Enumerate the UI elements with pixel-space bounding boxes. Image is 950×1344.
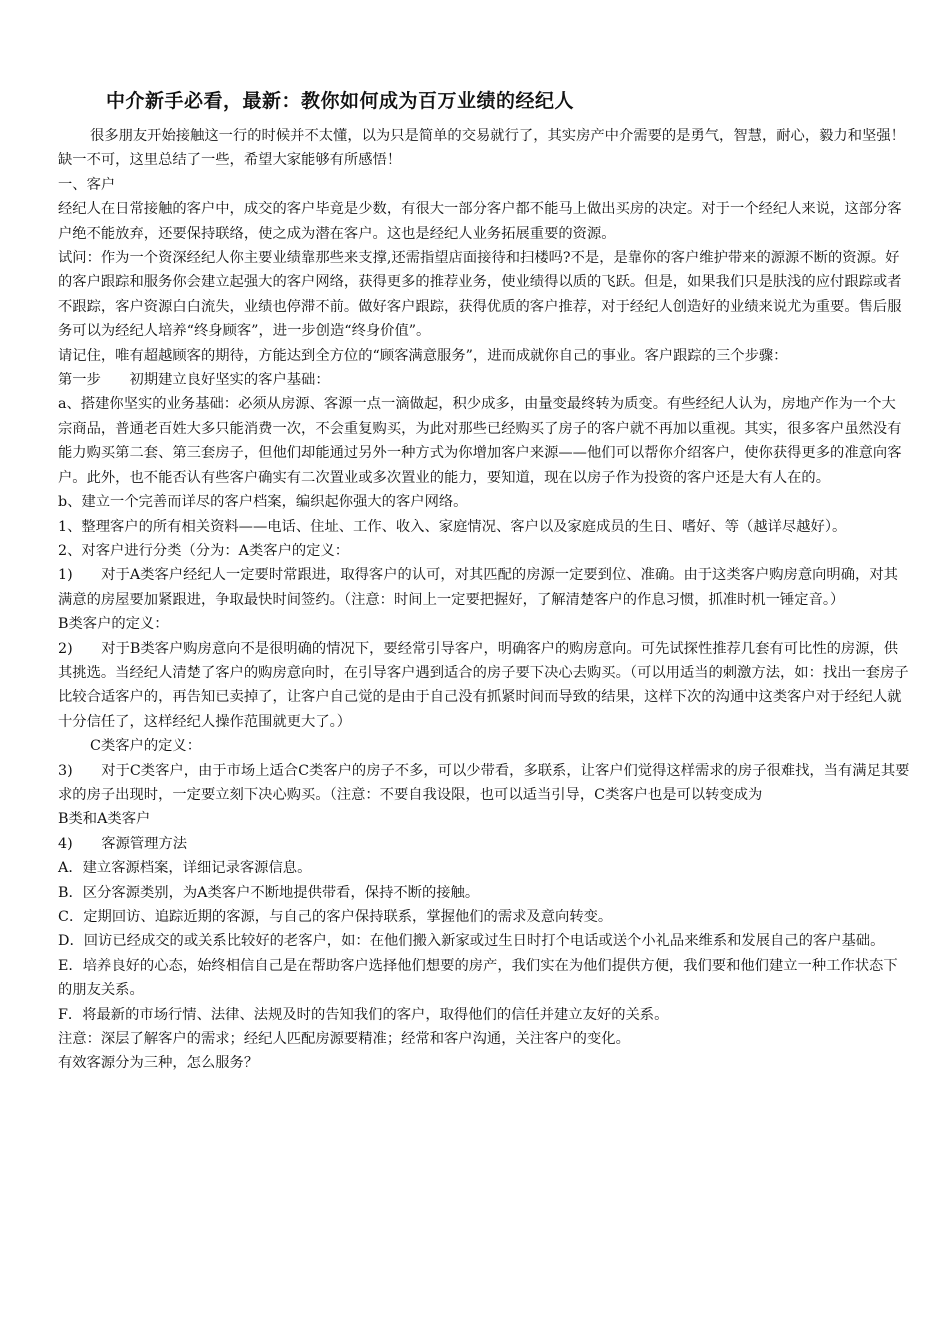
- paragraph: a、搭建你坚实的业务基础：必须从房源、客源一点一滴做起，积少成多，由量变最终转为质变。有些经纪人认为，房地产作为一个大宗商品，普通老百姓大多只能消费一次，不会重复购买，为此对那些已经购买了房子的客户就不再加以重视。其实，很多客户虽然没有能力购买第二套、第三套房子，但他们却能通过另外一种方式为你增加客户来源——他们可以帮你介绍客户，使你获得更多的准意向客户。此外，也不能否认有些客户确实有二次置业或多次置业的能力，要知道，现在以房子作为投资的客户还是大有人在的。: [58, 396, 902, 486]
- paragraph: 有效客源分为三种，怎么服务？: [58, 1055, 259, 1072]
- document-body: [58, 124, 910, 1076]
- paragraph: A．建立客源档案，详细记录客源信息。: [58, 860, 312, 877]
- paragraph: b、建立一个完善而详尽的客户档案，编织起你强大的客户网络。: [58, 494, 468, 511]
- paragraph: C．定期回访、追踪近期的客源，与自己的客户保持联系，掌握他们的需求及意向转变。: [58, 909, 613, 925]
- paragraph: B类和A类客户: [58, 811, 151, 828]
- paragraph: B类客户的定义：: [58, 616, 169, 633]
- paragraph: 第一步 初期建立良好坚实的客户基础：: [58, 372, 330, 389]
- paragraph: 请记住，唯有超越顾客的期待，方能达到全方位的“顾客满意服务”，进而成就你自己的事业。客户跟踪的三个步骤：: [58, 347, 788, 364]
- paragraph: 1) 对于A类客户经纪人一定要时常跟进，取得客户的认可，对其匹配的房源一定要到位、准确。由于这类客户购房意向明确，对其满意的房屋要加紧跟进，争取最快时间签约。（注意：时间上一定要把握好，了解清楚客户的作息习惯，抓准时机一锤定音。）: [58, 567, 898, 608]
- paragraph: B．区分客源类别，为A类客户不断地提供带看，保持不断的接触。: [58, 884, 480, 901]
- paragraph: F．将最新的市场行情、法律、法规及时的告知我们的客户，取得他们的信任并建立友好的关系。: [58, 1006, 669, 1023]
- paragraph: 2) 对于B类客户购房意向不是很明确的情况下，要经常引导客户，明确客户的购房意向。可先试探性推荐几套有可比性的房源，供其挑选。当经纪人清楚了客户的购房意向时，在引导客户遇到适合的房子要下决心去购买。（可以用适当的刺激方法，如：找出一套房子比较合适客户的，再告知已卖掉了，让客户自己觉的是由于自己没有抓紧时间而导致的结果，这样下次的沟通中这类客户对于经纪人就十分信任了，这样经纪人操作范围就更大了。）: [58, 640, 909, 730]
- paragraph: 注意：深层了解客户的需求；经纪人匹配房源要精准；经常和客户沟通，关注客户的变化。: [58, 1031, 630, 1048]
- paragraph: 3) 对于C类客户，由于市场上适合C类客户的房子不多，可以少带看，多联系，让客户们觉得这样需求的房子很难找，当有满足其要求的房子出现时，一定要立刻下决心购买。（注意：不要自我设限，也可以适当引导，C类客户也是可以转变成为: [58, 762, 910, 803]
- paragraph: 试问：作为一个资深经纪人你主要业绩靠那些来支撑,还需指望店面接待和扫楼吗?不是，是靠你的客户维护带来的源源不断的资源。好的客户跟踪和服务你会建立起强大的客户网络，获得更多的推荐业务，使业绩得以质的飞跃。但是，如果我们只是肤浅的应付跟踪或者不跟踪，客户资源白白流失，业绩也停滞不前。做好客户跟踪，获得优质的客户推荐，对于经纪人创造好的业绩来说尤为重要。售后服务可以为经纪人培养“终身顾客”，进一步创造“终身价值”。: [58, 250, 902, 340]
- paragraph: 经纪人在日常接触的客户中，成交的客户毕竟是少数，有很大一部分客户都不能马上做出买房的决定。对于一个经纪人来说，这部分客户绝不能放弃，还要保持联络，使之成为潜在客户。这也是经纪人业务拓展重要的资源。: [58, 201, 902, 242]
- document-title: 中介新手必看，最新：教你如何成为百万业绩的经纪人: [106, 90, 575, 112]
- paragraph: E．培养良好的心态，始终相信自己是在帮助客户选择他们想要的房产，我们实在为他们提供方便，我们要和他们建立一种工作状态下的朋友关系。: [58, 957, 898, 999]
- paragraph: 2、对客户进行分类（分为：A类客户的定义：: [58, 542, 350, 559]
- paragraph: 1、整理客户的所有相关资料——电话、住址、工作、收入、家庭情况、客户以及家庭成员的生日、嗜好、等（越详尽越好）。: [58, 518, 847, 535]
- paragraph: D．回访已经成交的或关系比较好的老客户，如：在他们搬入新家或过生日时打个电话或送个小礼品来维系和发展自己的客户基础。: [58, 933, 885, 950]
- paragraph: 一、客户: [58, 176, 116, 193]
- paragraph: C类客户的定义：: [90, 738, 202, 755]
- paragraph: 很多朋友开始接触这一行的时候并不太懂，以为只是简单的交易就行了，其实房产中介需要的是勇气，智慧，耐心，毅力和坚强！缺一不可，这里总结了一些，希望大家能够有所感悟！: [58, 128, 905, 169]
- paragraph: 4) 客源管理方法: [58, 835, 188, 852]
